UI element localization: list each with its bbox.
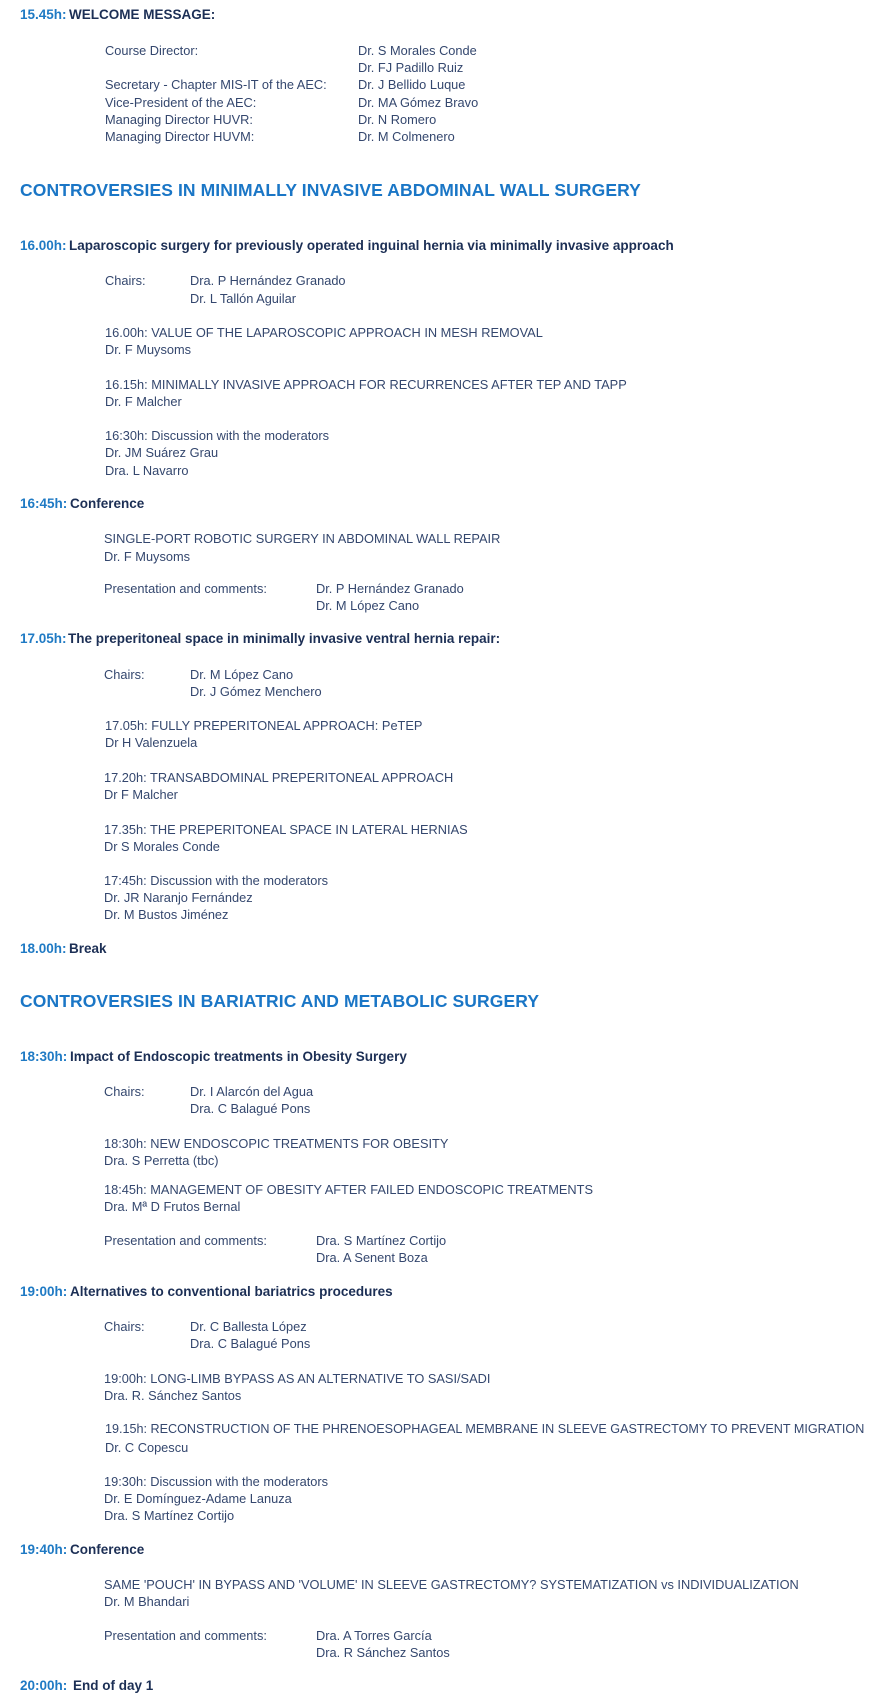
block-time: 18.00h: — [20, 941, 67, 956]
chair-name: Dr. C Ballesta López — [190, 1319, 307, 1334]
talk-title: 17:45h: Discussion with the moderators — [104, 873, 329, 888]
welcome-name: Dr. J Bellido Luque — [358, 77, 466, 92]
welcome-role: Managing Director HUVM: — [105, 129, 255, 144]
block-time: 19:40h: — [20, 1542, 68, 1557]
presenter-name: Dr. M López Cano — [316, 598, 420, 613]
presentation-label: Presentation and comments: — [104, 581, 267, 596]
chair-name: Dr. M López Cano — [190, 667, 294, 682]
talk-speaker: Dr. JM Suárez Grau — [105, 445, 219, 460]
welcome-name: Dr. M Colmenero — [358, 129, 455, 144]
talk-speaker: Dr. M Bhandari — [104, 1594, 190, 1609]
chair-name: Dra. C Balagué Pons — [190, 1336, 311, 1351]
block-time: 20:00h: — [20, 1678, 68, 1693]
talk-title: 19:00h: LONG-LIMB BYPASS AS AN ALTERNATIVE TO SASI/SADI — [104, 1371, 491, 1386]
block-time: 19:00h: — [20, 1284, 68, 1299]
talk-speaker: Dr. F Malcher — [105, 394, 182, 409]
welcome-name: Dr. FJ Padillo Ruiz — [358, 60, 464, 75]
talk-title: SINGLE-PORT ROBOTIC SURGERY IN ABDOMINAL WALL REPAIR — [104, 531, 501, 546]
welcome-time: 15.45h: — [20, 7, 67, 22]
talk-speaker: Dr. E Domínguez-Adame Lanuza — [104, 1491, 292, 1506]
block-time: 16.00h: — [20, 238, 67, 253]
block-title: Conference — [70, 496, 145, 511]
talk-title: 16.15h: MINIMALLY INVASIVE APPROACH FOR RECURRENCES AFTER TEP AND TAPP — [105, 377, 627, 392]
chairs-label: Chairs: — [105, 273, 146, 288]
talk-speaker: Dra. S Martínez Cortijo — [104, 1508, 235, 1523]
chairs-label: Chairs: — [104, 667, 145, 682]
chair-name: Dra. C Balagué Pons — [190, 1101, 311, 1116]
welcome-role: Secretary - Chapter MIS-IT of the AEC: — [105, 77, 327, 92]
talk-speaker: Dr F Malcher — [104, 787, 178, 802]
block-title: Break — [69, 941, 107, 956]
presenter-name: Dra. R Sánchez Santos — [316, 1645, 450, 1660]
block-title: The preperitoneal space in minimally invasive ventral hernia repair: — [68, 631, 501, 646]
chairs-label: Chairs: — [104, 1084, 145, 1099]
welcome-role: Course Director: — [105, 43, 199, 58]
talk-speaker: Dr. F Muysoms — [104, 549, 191, 564]
welcome-name: Dr. N Romero — [358, 112, 437, 127]
talk-title: 18:45h: MANAGEMENT OF OBESITY AFTER FAILED ENDOSCOPIC TREATMENTS — [104, 1182, 593, 1197]
chair-name: Dra. P Hernández Granado — [190, 273, 346, 288]
talk-title: 19.15h: RECONSTRUCTION OF THE PHRENOESOPHAGEAL MEMBRANE IN SLEEVE GASTRECTOMY TO PREVENT MIGRATION — [105, 1422, 865, 1436]
presenter-name: Dra. S Martínez Cortijo — [316, 1233, 447, 1248]
chair-name: Dr. L Tallón Aguilar — [190, 291, 296, 306]
block-title: Impact of Endoscopic treatments in Obesity Surgery — [70, 1049, 407, 1064]
section-heading-bariatric: CONTROVERSIES IN BARIATRIC AND METABOLIC SURGERY — [20, 991, 540, 1011]
chair-name: Dr. I Alarcón del Agua — [190, 1084, 314, 1099]
presenter-name: Dra. A Torres García — [316, 1628, 432, 1643]
talk-speaker: Dra. R. Sánchez Santos — [104, 1388, 242, 1403]
talk-title: 17.20h: TRANSABDOMINAL PREPERITONEAL APPROACH — [104, 770, 454, 785]
presentation-label: Presentation and comments: — [104, 1628, 267, 1643]
talk-speaker: Dr H Valenzuela — [105, 735, 198, 750]
talk-title: 17.05h: FULLY PREPERITONEAL APPROACH: PeTEP — [105, 718, 423, 733]
talk-title: 19:30h: Discussion with the moderators — [104, 1474, 329, 1489]
talk-title: 18:30h: NEW ENDOSCOPIC TREATMENTS FOR OBESITY — [104, 1136, 449, 1151]
presenter-name: Dr. P Hernández Granado — [316, 581, 464, 596]
block-title: Laparoscopic surgery for previously operated inguinal hernia via minimally invasive approach — [69, 238, 674, 253]
talk-title: 16.00h: VALUE OF THE LAPAROSCOPIC APPROACH IN MESH REMOVAL — [105, 325, 543, 340]
talk-speaker: Dra. L Navarro — [105, 463, 189, 478]
talk-title: 16:30h: Discussion with the moderators — [105, 428, 330, 443]
talk-speaker: Dra. Mª D Frutos Bernal — [104, 1199, 241, 1214]
talk-speaker: Dr. F Muysoms — [105, 342, 192, 357]
welcome-role: Vice-President of the AEC: — [105, 95, 257, 110]
talk-speaker: Dr S Morales Conde — [104, 839, 220, 854]
welcome-role: Managing Director HUVR: — [105, 112, 253, 127]
chairs-label: Chairs: — [104, 1319, 145, 1334]
welcome-title: WELCOME MESSAGE: — [69, 7, 216, 22]
talk-title: SAME 'POUCH' IN BYPASS AND 'VOLUME' IN SLEEVE GASTRECTOMY? SYSTEMATIZATION vs INDIVIDUALIZATION — [104, 1577, 799, 1592]
block-title: Alternatives to conventional bariatrics procedures — [70, 1284, 393, 1299]
block-time: 17.05h: — [20, 631, 67, 646]
chair-name: Dr. J Gómez Menchero — [190, 684, 322, 699]
welcome-name: Dr. S Morales Conde — [358, 43, 477, 58]
talk-speaker: Dr. JR Naranjo Fernández — [104, 890, 253, 905]
talk-speaker: Dra. S Perretta (tbc) — [104, 1153, 219, 1168]
welcome-name: Dr. MA Gómez Bravo — [358, 95, 479, 110]
talk-title: 17.35h: THE PREPERITONEAL SPACE IN LATERAL HERNIAS — [104, 822, 468, 837]
section-heading-abdominal-wall: CONTROVERSIES IN MINIMALLY INVASIVE ABDOMINAL WALL SURGERY — [20, 180, 641, 200]
block-time: 16:45h: — [20, 496, 68, 511]
talk-speaker: Dr. M Bustos Jiménez — [104, 907, 229, 922]
presenter-name: Dra. A Senent Boza — [316, 1250, 428, 1265]
talk-speaker: Dr. C Copescu — [105, 1440, 189, 1455]
presentation-label: Presentation and comments: — [104, 1233, 267, 1248]
block-time: 18:30h: — [20, 1049, 68, 1064]
block-title: End of day 1 — [73, 1678, 154, 1693]
block-title: Conference — [70, 1542, 145, 1557]
